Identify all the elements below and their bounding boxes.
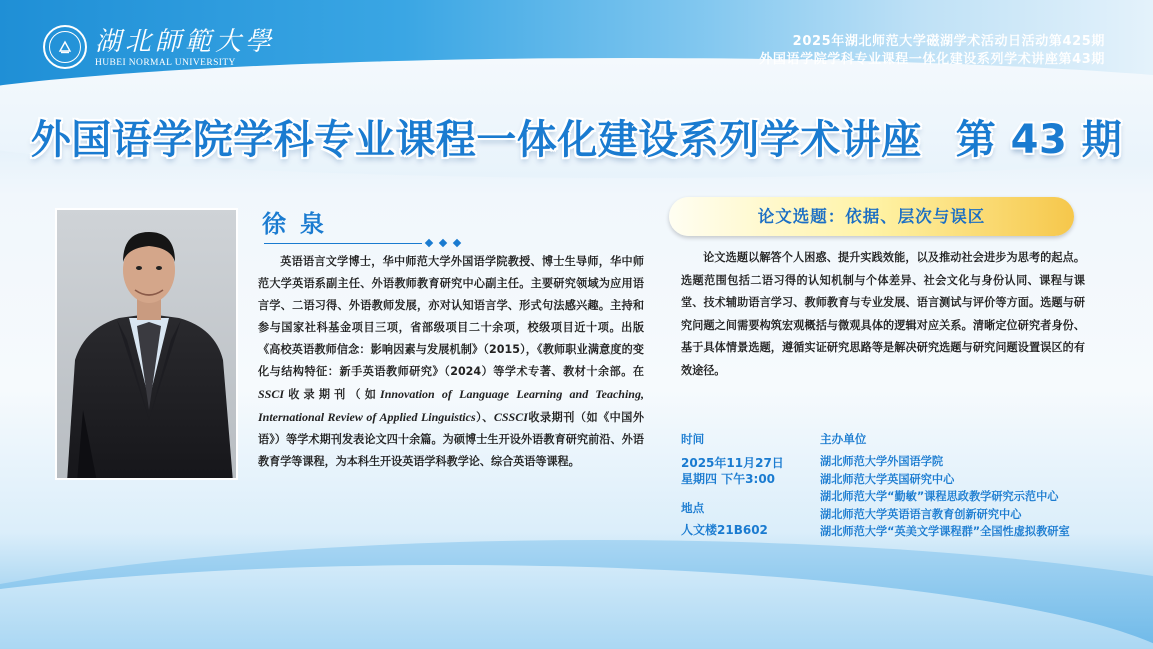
event-series-line2: 外国语学院学科专业课程一体化建设系列学术讲座第43期 — [759, 52, 1105, 67]
speaker-photo — [55, 208, 238, 480]
page-title — [0, 108, 1153, 165]
event-series-line1: 2025年湖北师范大学磁湖学术活动日活动第425期 — [792, 34, 1105, 49]
bio-ssci: SSCI — [258, 387, 285, 401]
lecture-topic: 论文选题：依据、层次与误区 — [757, 207, 986, 226]
bio-journals: Innovation of Language Learning and Teaching, International Review of Applied Linguistics — [258, 387, 644, 424]
list-item: 湖北师范大学英国研究中心 — [820, 472, 955, 486]
lecture-abstract — [681, 247, 1085, 382]
time-label: 时间 — [681, 432, 705, 446]
speaker-bio — [258, 251, 644, 473]
list-item: 湖北师范大学英语语言教育创新研究中心 — [820, 507, 1022, 521]
place-label: 地点 — [681, 501, 705, 515]
bio-part4: 收录期刊（如《中国外语》）等学术期刊发表论文四十余篇。为硕博士生开设外语教育研究前沿、外语教育学等课程，为本科生开设英语学科教学论、综合英语等课程。 — [258, 411, 645, 468]
list-item: 湖北师范大学“勤敏”课程思政教学研究示范中心 — [820, 490, 1059, 503]
event-series-info — [759, 33, 1105, 69]
university-name-cn: 湖北師範大學 — [95, 26, 276, 57]
bio-part2: 收录期刊（如 — [284, 388, 381, 401]
name-divider — [264, 240, 644, 248]
list-item: 湖北师范大学“英美文学课程群”全国性虚拟教研室 — [820, 525, 1070, 538]
bio-part1: 英语语言文学博士，华中师范大学外国语学院教授、博士生导师，华中师范大学英语系副主任、外语教师教育研究中心副主任。主要研究领域为应用语言学、二语习得、外语教师发展，亦对认知语言学、形式句法感兴趣。主持和参与国家社科基金项目三项，省部级项目二十余项，校级项目近十项。出版《高校英语教师信念：影响因素与发展机制》（2015），《教师职业满意度的变化与结构特征：新手英语教师研究》（2024）等学术专著、教材十余部。在 — [258, 255, 644, 378]
university-seal-icon — [43, 25, 87, 69]
event-time: 星期四 下午3:00 — [681, 472, 776, 486]
organizer-list — [820, 453, 1070, 541]
abstract-text: 论文选题以解答个人困惑、提升实践效能，以及推动社会进步为思考的起点。选题范围包括二语习得的认知机制与个体差异、社会文化与身份认同、课程与课堂、技术辅助语言学习、教师教育与专业发展、语言测试与评价等方面。选题与研究问题之间需要构筑宏观概括与微观具体的逻辑对应关系。清晰定位研究者身份、基于具体情景选题，遵循实证研究思路等是解决研究选题与研究问题设置误区的有效途径。 — [681, 251, 1085, 377]
bio-part3: ）、 — [475, 411, 494, 424]
speaker-name: 徐泉 — [262, 210, 338, 238]
organizer-label: 主办单位 — [820, 432, 867, 446]
bio-cssci: CSSCI — [493, 410, 528, 424]
event-date: 2025年11月27日 — [681, 456, 784, 470]
university-logo — [43, 25, 275, 69]
title-issue: 第 43 期 — [955, 117, 1123, 163]
event-place: 人文楼21B602 — [681, 523, 768, 537]
list-item: 湖北师范大学外国语学院 — [820, 455, 944, 468]
university-name-en: HUBEI NORMAL UNIVERSITY — [95, 57, 236, 68]
title-main: 外国语学院学科专业课程一体化建设系列学术讲座 — [30, 117, 922, 163]
